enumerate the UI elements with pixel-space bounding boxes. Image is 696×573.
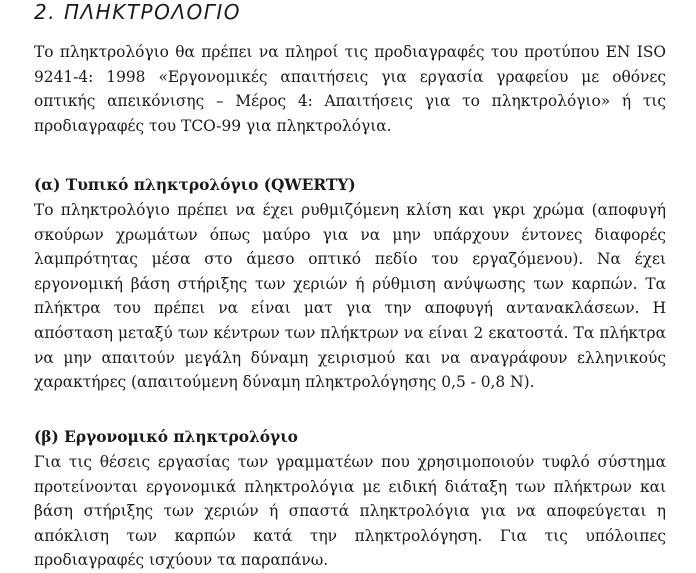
- section-b-paragraph: Για τις θέσεις εργασίας των γραμματέων που χρησιμοποιούν τυφλό σύστημα προτείνονται εργονομικά πληκτρολόγια με ειδική διάταξη των πλήκτρων και βάση στήριξης των χεριών ή σπαστά πληκτρολόγια για να αποφεύγεται η απόκλιση των καρπών κατά την πληκτρολόγηση. Για τις υπόλοιπες προδιαγραφές ισχύουν τα παραπάνω.: [34, 453, 666, 570]
- section-a-paragraph: Το πληκτρολόγιο πρέπει να έχει ρυθμιζόμενη κλίση και γκρι χρώμα (αποφυγή σκούρων χρωμάτων όπως μαύρο για να μην υπάρχουν έντονες διαφορές λαμπρότητας μέσα στο άμεσο οπτικό πεδίο του εργαζόμενου). Να έχει εργονομική βάση στήριξης των χεριών ή ρύθμιση ανύψωσης των καρπών. Τα πλήκτρα του πρέπει να είναι ματ για την αποφυγή αντανακλάσεων. Η απόσταση μεταξύ των κέντρων των πλήκτρων να είναι 2 εκατοστά. Τα πλήκτρα να μην απαιτούν μεγάλη δύναμη χειρισμού και να αναγράφουν ελληνικούς χαρακτήρες (απαιτούμενη δύναμη πληκτρολόγησης 0,5 - 0,8 N).: [34, 201, 666, 392]
- chapter-title: 2. ΠΛΗΚΤΡΟΛΟΓΙΟ: [34, 0, 242, 24]
- section-a-heading: (α) Τυπικό πληκτρολόγιο (QWERTY): [34, 176, 356, 194]
- intro-paragraph: Το πληκτρολόγιο θα πρέπει να πληροί τις προδιαγραφές του προτύπου EN ISO 9241-4: 1998 «Εργονομικές απαιτήσεις για εργασία γραφείου με οθόνες οπτικής απεικόνισης – Μέρος 4: Απαιτήσεις για το πληκτρολόγιο» ή τις προδιαγραφές του TCO-99 για πληκτρολόγια.: [34, 43, 666, 135]
- section-b-heading: (β) Εργονομικό πληκτρολόγιο: [34, 428, 298, 446]
